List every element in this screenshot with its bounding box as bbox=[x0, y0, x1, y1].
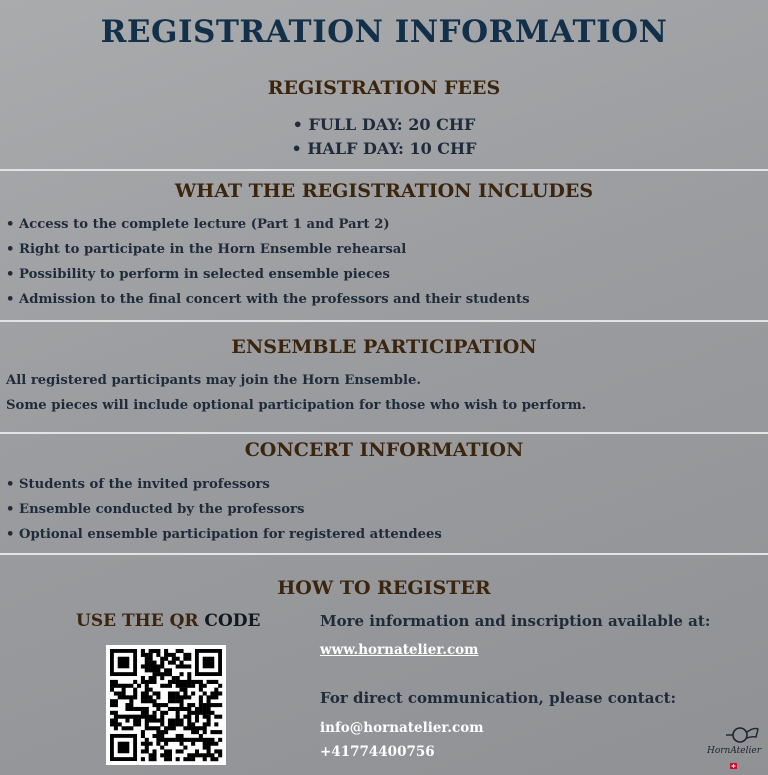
qr-label-part2: CODE bbox=[204, 611, 261, 631]
divider bbox=[0, 169, 768, 171]
qr-code-image bbox=[106, 645, 226, 765]
concert-heading: CONCERT INFORMATION bbox=[244, 439, 524, 461]
contact-label: For direct communication, please contact: bbox=[320, 689, 677, 707]
divider bbox=[0, 553, 768, 555]
horn-icon bbox=[706, 724, 762, 748]
divider bbox=[0, 320, 768, 322]
register-heading: HOW TO REGISTER bbox=[277, 577, 491, 599]
concert-item: • Students of the invited professors bbox=[6, 477, 270, 492]
includes-item: • Access to the complete lecture (Part 1 and Part 2) bbox=[6, 217, 390, 232]
ensemble-heading: ENSEMBLE PARTICIPATION bbox=[231, 336, 537, 358]
website-link[interactable]: www.hornatelier.com bbox=[320, 642, 479, 658]
logo-text: HornAtelier bbox=[706, 746, 762, 756]
divider bbox=[0, 432, 768, 434]
phone-link[interactable]: +41774400756 bbox=[320, 744, 435, 760]
fee-half-day: • HALF DAY: 10 CHF bbox=[291, 139, 477, 158]
swiss-flag-icon bbox=[706, 762, 762, 770]
qr-label-part1: USE THE QR bbox=[76, 611, 205, 631]
qr-label bbox=[76, 611, 260, 631]
ensemble-line: Some pieces will include optional participation for those who wish to perform. bbox=[6, 398, 587, 413]
page-title: REGISTRATION INFORMATION bbox=[100, 14, 668, 50]
includes-item: • Possibility to perform in selected ensemble pieces bbox=[6, 267, 390, 282]
more-info-text: More information and inscription available at: bbox=[320, 612, 711, 630]
qr-code[interactable] bbox=[106, 645, 226, 765]
concert-item: • Ensemble conducted by the professors bbox=[6, 502, 305, 517]
includes-item: • Right to participate in the Horn Ensemble rehearsal bbox=[6, 242, 407, 257]
includes-heading: WHAT THE REGISTRATION INCLUDES bbox=[174, 180, 594, 202]
fee-full-day: • FULL DAY: 20 CHF bbox=[292, 115, 476, 134]
ensemble-line: All registered participants may join the Horn Ensemble. bbox=[6, 373, 421, 388]
email-link[interactable]: info@hornatelier.com bbox=[320, 720, 484, 736]
fees-heading: REGISTRATION FEES bbox=[267, 77, 501, 99]
logo bbox=[706, 724, 762, 772]
concert-item: • Optional ensemble participation for registered attendees bbox=[6, 527, 442, 542]
includes-item: • Admission to the final concert with the professors and their students bbox=[6, 292, 530, 307]
